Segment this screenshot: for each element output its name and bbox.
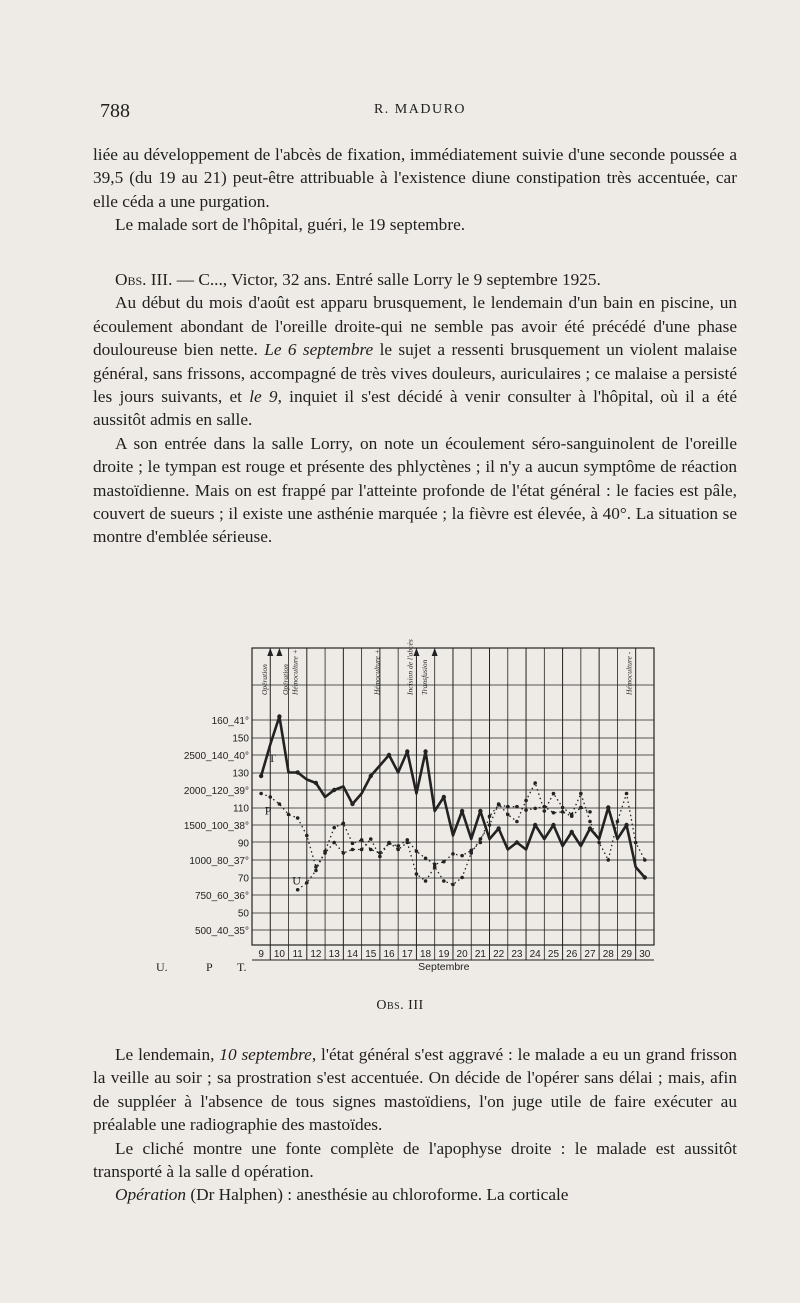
series-U-point <box>552 811 556 815</box>
series-U-point <box>296 888 300 892</box>
series-T-point <box>259 774 263 778</box>
x-tick-label: 12 <box>310 949 322 960</box>
series-T-point <box>643 875 647 879</box>
text-span: Au début du mois d'août est apparu brusquement, le lendemain d'un bain en piscine, un écoulement abondant de l'oreille droite-qui ne semble pas avoir été précédé d'une phase douloureuse bien nette. <box>93 293 737 360</box>
series-P-point <box>625 792 629 796</box>
y-tick-label: 2500_140_40° <box>183 751 249 762</box>
series-U-point <box>588 810 592 814</box>
running-head: R. MADURO <box>373 102 467 117</box>
series-P-point <box>634 841 638 845</box>
series-P-point <box>643 858 647 862</box>
series-P-point <box>616 820 620 824</box>
series-U-point <box>396 844 400 848</box>
series-U-point <box>351 842 355 846</box>
series-P-point <box>378 855 382 859</box>
series-U-point <box>469 849 473 853</box>
series-U-point <box>497 803 501 807</box>
series-U-line <box>298 805 590 890</box>
x-tick-label: 22 <box>493 949 505 960</box>
date-emphasis: le 9 <box>249 387 278 407</box>
series-U-point <box>506 805 510 809</box>
series-U-point <box>442 860 446 864</box>
series-P-point <box>296 816 300 820</box>
text-block-bottom <box>93 1043 737 1207</box>
series-P-point <box>369 837 373 841</box>
x-tick-label: 14 <box>346 949 359 960</box>
series-P-point <box>460 876 464 880</box>
page-number: 788 <box>100 100 130 122</box>
series-U-point <box>460 854 464 858</box>
event-arrow <box>267 648 273 656</box>
x-tick-label: 9 <box>258 949 264 960</box>
x-tick-label: 28 <box>602 949 614 960</box>
series-U-point <box>451 852 455 856</box>
x-tick-label: 30 <box>639 949 651 960</box>
operation-label: Opération <box>115 1185 187 1205</box>
text-span: , l'état général s'est aggravé : le malade a eu un grand frisson la veille au soir ; sa prostration s'est accentuée. On décide de l'opérer sans délai ; mais, afin de suppléer à l'absence de tous signes mastoïdiens, l'on juge utile de faire exécuter au préalable une radiographie des mastoïdes. <box>93 1045 737 1135</box>
observation-label: Obs. III. <box>115 270 173 289</box>
series-P-point <box>259 792 263 796</box>
x-tick-label: 16 <box>383 949 395 960</box>
series-P-point <box>342 851 346 855</box>
event-arrow <box>276 648 282 656</box>
x-tick-label: 10 <box>273 949 285 960</box>
series-P-point <box>588 820 592 824</box>
axis-corner-label: T. <box>237 960 247 974</box>
annotation-label: Hémoculture + <box>372 649 382 695</box>
y-tick-label: 2000_120_39° <box>183 786 249 797</box>
annotation-label: Incision de l'abcès <box>405 639 415 695</box>
series-U-point <box>424 856 428 860</box>
series-P-point <box>488 823 492 827</box>
observation-intro: — C..., Victor, 32 ans. Entré salle Lorry le 9 septembre 1925. <box>172 270 601 289</box>
series-P-point <box>360 848 364 852</box>
series-P-point <box>268 795 272 799</box>
series-U-point <box>479 841 483 845</box>
y-tick-label: 1000_80_37° <box>189 856 249 867</box>
y-tick-label: 50 <box>237 908 249 920</box>
series-P-point <box>597 841 601 845</box>
x-tick-label: 25 <box>547 949 560 960</box>
series-T-point <box>295 770 299 774</box>
y-tick-label: 70 <box>237 873 249 885</box>
annotation-label: Hémoculture + <box>290 649 300 695</box>
series-T-point <box>570 830 574 834</box>
series-P-point <box>442 879 446 883</box>
series-P-point <box>314 865 318 869</box>
figure-caption: Obs. III <box>376 998 424 1013</box>
series-P-point <box>278 802 282 806</box>
date-emphasis: 10 septembre <box>219 1045 312 1064</box>
series-P-point <box>524 799 528 803</box>
x-tick-label: 27 <box>584 949 596 960</box>
series-T-point <box>551 823 555 827</box>
series-P-point <box>552 792 556 796</box>
annotation-label: Opération <box>281 664 291 695</box>
series-U-point <box>524 808 528 812</box>
x-tick-label: 23 <box>511 949 523 960</box>
curve-marker-label: P <box>264 803 272 818</box>
series-U-point <box>515 805 519 809</box>
series-T-point <box>350 802 354 806</box>
series-U-point <box>378 851 382 855</box>
y-tick-label: 750_60_36° <box>194 891 249 902</box>
series-U-point <box>533 807 537 811</box>
x-tick-label: 20 <box>456 949 468 960</box>
series-T-point <box>533 823 537 827</box>
series-U-point <box>314 869 318 873</box>
series-P-point <box>533 781 537 785</box>
curve-marker-label: U <box>292 873 301 888</box>
series-P-point <box>561 806 565 810</box>
x-tick-label: 19 <box>438 949 450 960</box>
curve-marker-label: T <box>268 751 276 765</box>
series-P-point <box>396 848 400 852</box>
series-T-point <box>423 749 427 753</box>
series-T-point <box>515 840 519 844</box>
x-tick-label: 13 <box>328 949 340 960</box>
series-U-point <box>323 849 327 853</box>
series-P-point <box>351 848 355 852</box>
x-tick-label: 15 <box>365 949 377 960</box>
x-tick-label: 29 <box>620 949 633 960</box>
series-P-point <box>506 813 510 817</box>
text-span: (Dr Halphen) : anesthésie au chloroforme. La corticale <box>186 1185 569 1205</box>
series-T-point <box>332 788 336 792</box>
series-T-point <box>442 795 446 799</box>
y-tick-label: 130 <box>232 768 249 780</box>
series-T-point <box>624 823 628 827</box>
date-emphasis: Le 6 septembre <box>264 340 374 360</box>
series-U-point <box>332 826 336 830</box>
x-tick-label: 26 <box>566 949 578 960</box>
series-T-point <box>606 805 610 809</box>
x-tick-label: 24 <box>529 949 541 960</box>
y-tick-label: 110 <box>233 803 249 815</box>
series-U-point <box>387 842 391 846</box>
paragraph: A son entrée dans la salle Lorry, on note un écoulement séro-sanguinolent de l'oreille droite ; le tympan est rouge et présente des phlyctènes ; il n'y a aucun symptôme de réaction mastoïdienne. Mais on est frappé par l'atteinte profonde de l'état général : le facies est pâle, couvert de sueurs ; il existe une asthénie marquée ; la fièvre est élevée, à 40°. La situation se montre d'emblée sérieuse. <box>93 433 737 547</box>
series-U-point <box>369 848 373 852</box>
series-P-point <box>305 834 309 838</box>
series-U-point <box>405 838 409 842</box>
series-T-point <box>369 774 373 778</box>
series-P-point <box>515 820 519 824</box>
x-tick-label: 21 <box>474 949 486 960</box>
series-P-point <box>543 809 547 813</box>
annotation-label: Opération <box>260 664 270 695</box>
series-U-point <box>570 814 574 818</box>
series-U-point <box>360 838 364 842</box>
series-T-point <box>405 749 409 753</box>
series-T-point <box>478 809 482 813</box>
y-tick-label: 90 <box>237 838 249 850</box>
series-U-point <box>433 863 437 867</box>
paragraph: Le malade sort de l'hôpital, guéri, le 19 septembre. <box>115 215 466 235</box>
y-tick-label: 160_41° <box>211 716 249 727</box>
series-P-point <box>424 879 428 883</box>
event-arrow <box>432 648 438 656</box>
series-U-point <box>579 806 583 810</box>
x-tick-label: 11 <box>292 949 303 960</box>
series-P-point <box>287 813 291 817</box>
series-P-point <box>415 872 419 876</box>
series-U-point <box>488 814 492 818</box>
text-span: le sujet a ressenti brusquement un violent malaise général, sans frissons, accompagné de très vives douleurs, auriculaires ; ce malaise a persisté les jours suivants, et <box>93 340 737 407</box>
text-span: Le lendemain, <box>115 1045 220 1064</box>
series-T-point <box>496 826 500 830</box>
series-T-point <box>588 826 592 830</box>
x-tick-label: 17 <box>401 949 413 960</box>
y-tick-label: 1500_100_38° <box>183 821 249 832</box>
series-P-point <box>451 883 455 887</box>
axis-corner-label: P <box>206 960 213 974</box>
series-U-point <box>543 805 547 809</box>
y-tick-label: 500_40_35° <box>194 926 249 937</box>
x-tick-label: 18 <box>420 949 432 960</box>
text-span: , inquiet il s'est décidé à venir consulter à l'hôpital, où il a été aussitôt admis en salle. <box>93 387 737 430</box>
series-T-point <box>460 809 464 813</box>
series-U-point <box>342 821 346 825</box>
series-T-point <box>314 781 318 785</box>
annotation-label: Transfusion <box>420 659 430 695</box>
series-U-point <box>415 849 419 853</box>
paragraph: liée au développement de l'abcès de fixation, immédiatement suivie d'une seconde poussée a 39,5 (du 19 au 21) peut-être attribuable à l'existence diune constipation très accentuée, car elle céda a une purgation. <box>93 145 737 211</box>
series-P-point <box>606 858 610 862</box>
paragraph: Le cliché montre une fonte complète de l'apophyse droite : le malade est aussitôt transporté à la salle d opération. <box>93 1138 737 1182</box>
series-P-point <box>332 841 336 845</box>
y-tick-label: 150 <box>232 733 249 745</box>
series-T-point <box>277 714 281 718</box>
series-T-point <box>387 753 391 757</box>
paragraph <box>93 1043 737 1137</box>
paragraph <box>93 1183 737 1206</box>
annotation-label: Hémoculture - <box>624 651 634 695</box>
axis-corner-label: U. <box>156 960 168 974</box>
series-P-point <box>579 792 583 796</box>
series-U-point <box>305 881 309 885</box>
series-U-point <box>561 810 565 814</box>
x-axis-label: Septembre <box>418 961 470 973</box>
